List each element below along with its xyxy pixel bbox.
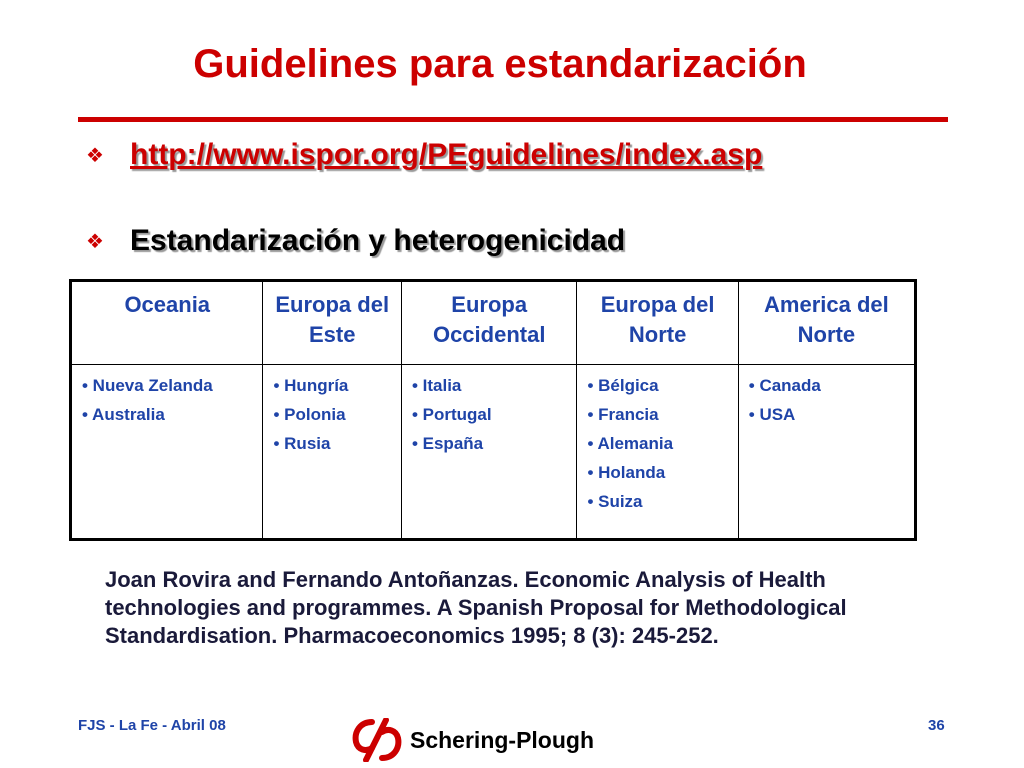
table-header-row xyxy=(71,281,916,365)
header-europa-norte: Europa del Norte xyxy=(577,281,738,365)
header-oceania: Oceania xyxy=(71,281,263,365)
bullet-link xyxy=(86,138,762,172)
diamond-bullet-icon: ❖ xyxy=(86,230,104,253)
list-item: • Holanda xyxy=(587,463,666,482)
cell-america-norte xyxy=(738,365,915,540)
diamond-bullet-icon: ❖ xyxy=(86,144,104,167)
reference-citation: Joan Rovira and Fernando Antoñanzas. Economic Analysis of Health technologies and programmes. A Spanish Proposal for Methodological Standardisation. Pharmacoeconomics 1995; 8 (3): 245-252. xyxy=(105,567,847,648)
list-item: • Canada xyxy=(748,376,821,395)
header-europa-este: Europa del Este xyxy=(263,281,401,365)
guidelines-link[interactable]: http://www.ispor.org/PEguidelines/index.asp xyxy=(130,138,763,171)
list-item: • Portugal xyxy=(411,405,492,424)
page-number: 36 xyxy=(928,717,945,734)
logo-text: Schering-Plough xyxy=(410,726,594,753)
table-row xyxy=(71,365,916,540)
list-item: • Hungría xyxy=(273,376,349,395)
footer-author-date: FJS - La Fe - Abril 08 xyxy=(78,717,226,734)
list-item: • Francia xyxy=(587,405,659,424)
schering-plough-logo-icon xyxy=(352,718,402,762)
header-europa-occidental: Europa Occidental xyxy=(401,281,576,365)
cell-europa-norte xyxy=(577,365,738,540)
list-item: • Italia xyxy=(411,376,462,395)
list-item: • USA xyxy=(748,405,796,424)
slide-title: Guidelines para estandarización xyxy=(193,42,807,86)
bullet-heterogeneity xyxy=(86,224,625,258)
cell-europa-occidental xyxy=(401,365,576,540)
schering-plough-logo xyxy=(352,718,594,762)
list-item: • Australia xyxy=(82,405,165,424)
title-underline xyxy=(78,117,948,122)
list-item: • Bélgica xyxy=(587,376,659,395)
bullet-text: Estandarización y heterogenicidad xyxy=(130,224,626,257)
list-item: • Suiza xyxy=(587,492,643,511)
list-item: • Nueva Zelanda xyxy=(82,376,213,395)
header-america-norte: America del Norte xyxy=(738,281,915,365)
list-item: • Rusia xyxy=(273,434,331,453)
cell-oceania xyxy=(71,365,263,540)
list-item: • Alemania xyxy=(587,434,674,453)
cell-europa-este xyxy=(263,365,401,540)
regions-table xyxy=(69,279,917,541)
list-item: • Polonia xyxy=(273,405,346,424)
list-item: • España xyxy=(411,434,484,453)
